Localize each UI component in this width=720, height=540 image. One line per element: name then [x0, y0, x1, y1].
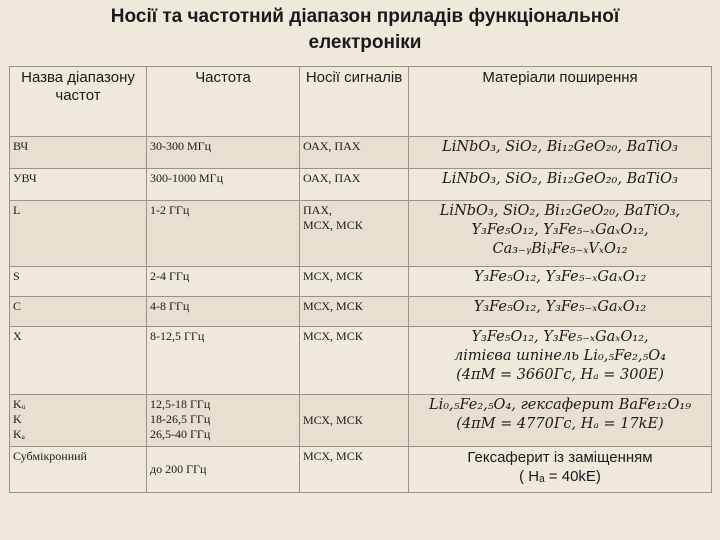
materials: Y₃Fe₅O₁₂, Y₃Fe₅₋ₓGaₓO₁₂	[409, 297, 712, 327]
range-name: Kᵤ K Kₐ	[10, 395, 147, 447]
header-row	[10, 67, 712, 137]
frequency: 1-2 ГГц	[147, 201, 300, 267]
frequency: 2-4 ГГц	[147, 267, 300, 297]
carriers: МСХ, МСК	[300, 267, 409, 297]
range-name: ВЧ	[10, 137, 147, 169]
materials: LiNbO₃, SiO₂, Bi₁₂GeO₂₀, BaTiO₃	[409, 169, 712, 201]
range-name: X	[10, 327, 147, 395]
range-name: Субмікронний	[10, 447, 147, 493]
carriers: МСХ, МСК	[300, 297, 409, 327]
table-row	[10, 201, 712, 267]
range-name: L	[10, 201, 147, 267]
carriers: МСХ, МСК	[300, 447, 409, 493]
table-row	[10, 327, 712, 395]
table-row	[10, 447, 712, 493]
table-row	[10, 297, 712, 327]
frequency-table	[9, 66, 712, 493]
carriers: МСХ, МСК	[300, 327, 409, 395]
carriers: ПАХ, МСХ, МСК	[300, 201, 409, 267]
frequency: 12,5-18 ГГц 18-26,5 ГГц 26,5-40 ГГц	[147, 395, 300, 447]
table-row	[10, 395, 712, 447]
frequency: 4-8 ГГц	[147, 297, 300, 327]
carriers: ОАХ, ПАХ	[300, 137, 409, 169]
header-materials: Матеріали поширення	[409, 67, 712, 137]
frequency: 300-1000 МГц	[147, 169, 300, 201]
header-range-name: Назва діапазону частот	[10, 67, 147, 137]
header-carriers: Носії сигналів	[300, 67, 409, 137]
materials: Гексаферит із заміщенням ( Hₐ = 40kE)	[409, 447, 712, 493]
slide-title: Носії та частотний діапазон приладів функціональної електроніки	[110, 6, 620, 53]
range-name: УВЧ	[10, 169, 147, 201]
materials: LiNbO₃, SiO₂, Bi₁₂GeO₂₀, BaTiO₃	[409, 137, 712, 169]
range-name: S	[10, 267, 147, 297]
range-name: C	[10, 297, 147, 327]
header-frequency: Частота	[147, 67, 300, 137]
frequency: 8-12,5 ГГц	[147, 327, 300, 395]
carriers: МСХ, МСК	[300, 395, 409, 447]
frequency: до 200 ГГц	[147, 447, 300, 493]
table-row	[10, 137, 712, 169]
materials: Y₃Fe₅O₁₂, Y₃Fe₅₋ₓGaₓO₁₂	[409, 267, 712, 297]
table-row	[10, 169, 712, 201]
materials: Li₀,₅Fe₂,₅O₄, гексаферит BaFe₁₂O₁₉ (4πM = 4770Гс, Hₐ = 17kE)	[409, 395, 712, 447]
frequency: 30-300 МГц	[147, 137, 300, 169]
materials: Y₃Fe₅O₁₂, Y₃Fe₅₋ₓGaₓO₁₂, літієва шпінель Li₀,₅Fe₂,₅O₄ (4πM = 3660Гс, Hₐ = 300E)	[409, 327, 712, 395]
materials: LiNbO₃, SiO₂, Bi₁₂GeO₂₀, BaTiO₃, Y₃Fe₅O₁₂, Y₃Fe₅₋ₓGaₓO₁₂, Ca₃₋ᵧBiᵧFe₅₋ₓVₓO₁₂	[409, 201, 712, 267]
carriers: ОАХ, ПАХ	[300, 169, 409, 201]
table-row	[10, 267, 712, 297]
